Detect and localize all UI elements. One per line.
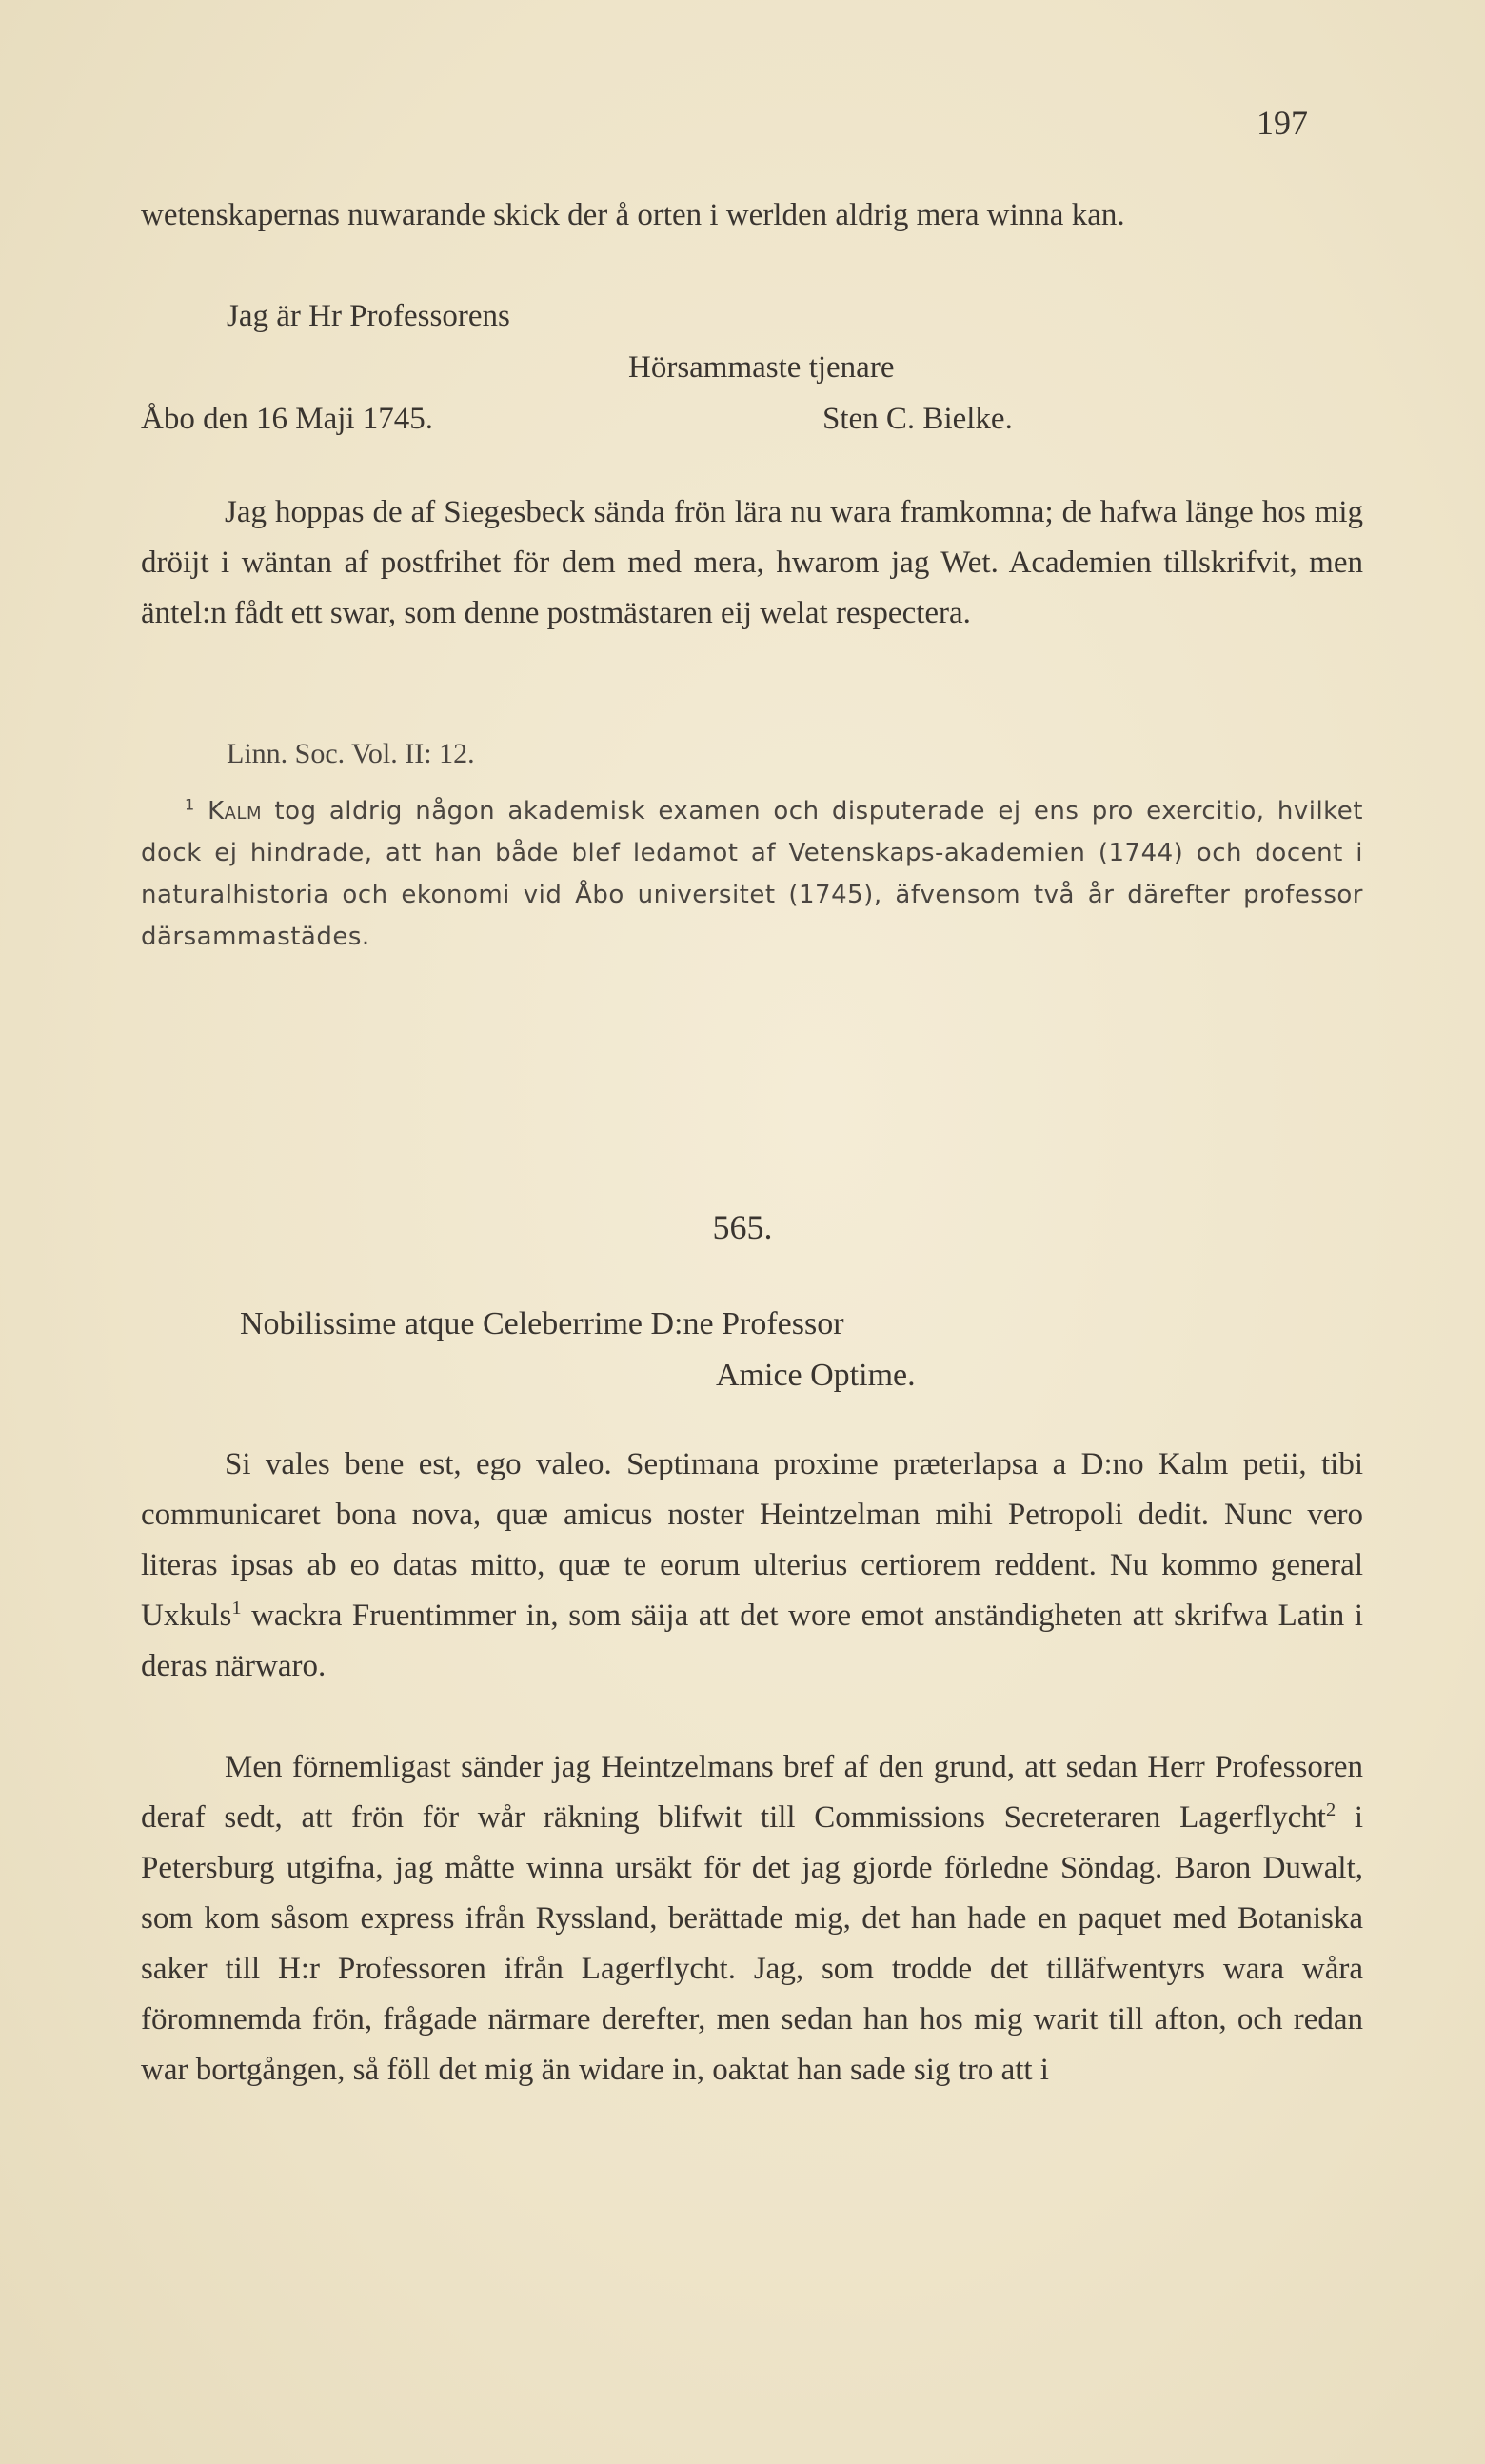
- letter2-paragraph-1-text-a: Si vales bene est, ego valeo. Septimana proxime præterlapsa a D:no Kalm petii, tibi communicaret bona nova, quæ amicus noster Heintzelman mihi Petropoli dedit. Nunc vero literas ipsas ab eo datas mitto, quæ te eorum ulterius certiorem reddent. Nu kommo general Uxkuls: [141, 1447, 1363, 1633]
- page-number: 197: [1257, 104, 1308, 142]
- letter1-closing-line: Jag är Hr Professorens: [227, 299, 510, 333]
- letter1-source-reference: Linn. Soc. Vol. II: 12.: [227, 738, 475, 769]
- footnote-ref-2: 2: [1325, 1799, 1336, 1820]
- letter1-closing-title: Hörsammaste tjenare: [628, 350, 895, 385]
- footnote-name: Kalm: [208, 797, 263, 825]
- letter1-closing-paragraph: wetenskapernas nuwarande skick der å orten i werlden aldrig mera winna kan.: [141, 198, 1125, 232]
- letter1-footnote: [141, 790, 1363, 958]
- letter1-place-date: Åbo den 16 Maji 1745.: [141, 402, 434, 436]
- letter2-paragraph-2-text-b: i Petersburg utgifna, jag måtte winna ursäkt för det jag gjorde förledne Söndag. Baron Duwalt, som kom såsom express ifrån Ryssland, berättade mig, det han hade en paquet med Botaniska saker till H:r Professoren ifrån Lagerflycht. Jag, som trodde det tilläfwentyrs wara wåra föromnemda frön, frågade närmare derefter, men sedan han hos mig warit till afton, och redan war bortgången, så föll det mig än widare in, oaktat han sade sig tro att i: [141, 1800, 1364, 2087]
- letter2-paragraph-2: [141, 1742, 1363, 2096]
- letter2-salutation-line1: Nobilissime atque Celeberrime D:ne Professor: [240, 1306, 844, 1341]
- letter-number: 565.: [712, 1208, 773, 1246]
- letter1-signature: Sten C. Bielke.: [822, 402, 1013, 436]
- footnote-text: tog aldrig någon akademisk examen och disputerade ej ens pro exercitio, hvilket dock ej hindrade, att han både blef ledamot af Vetenskaps-akademien (1744) och docent i naturalhistoria och ekonomi vid Åbo universitet (1745), äfvensom två år därefter professor därsammastädes.: [141, 797, 1364, 951]
- letter1-postscript: Jag hoppas de af Siegesbeck sända frön lära nu wara framkomna; de hafwa länge hos mig dröijt i wäntan af postfrihet för dem med mera, hwarom jag Wet. Academien tillskrifvit, men äntel:n fådt ett swar, som denne postmästaren eij welat respectera.: [141, 495, 1363, 630]
- letter2-salutation-line2: Amice Optime.: [716, 1358, 916, 1393]
- letter2-paragraph-1: [141, 1440, 1363, 1692]
- letter2-paragraph-2-text-a: Men förnemligast sänder jag Heintzelmans bref af den grund, att sedan Herr Professoren deraf sedt, att frön för wår räkning blifwit till Commissions Secreteraren Lagerflycht: [141, 1750, 1363, 1835]
- footnote-marker: 1: [185, 795, 195, 814]
- footnote-ref-1: 1: [231, 1598, 242, 1619]
- letter2-paragraph-1-text-b: wackra Fruentimmer in, som säija att det wore emot anständigheten att skrifwa Latin i deras närwaro.: [141, 1599, 1363, 1683]
